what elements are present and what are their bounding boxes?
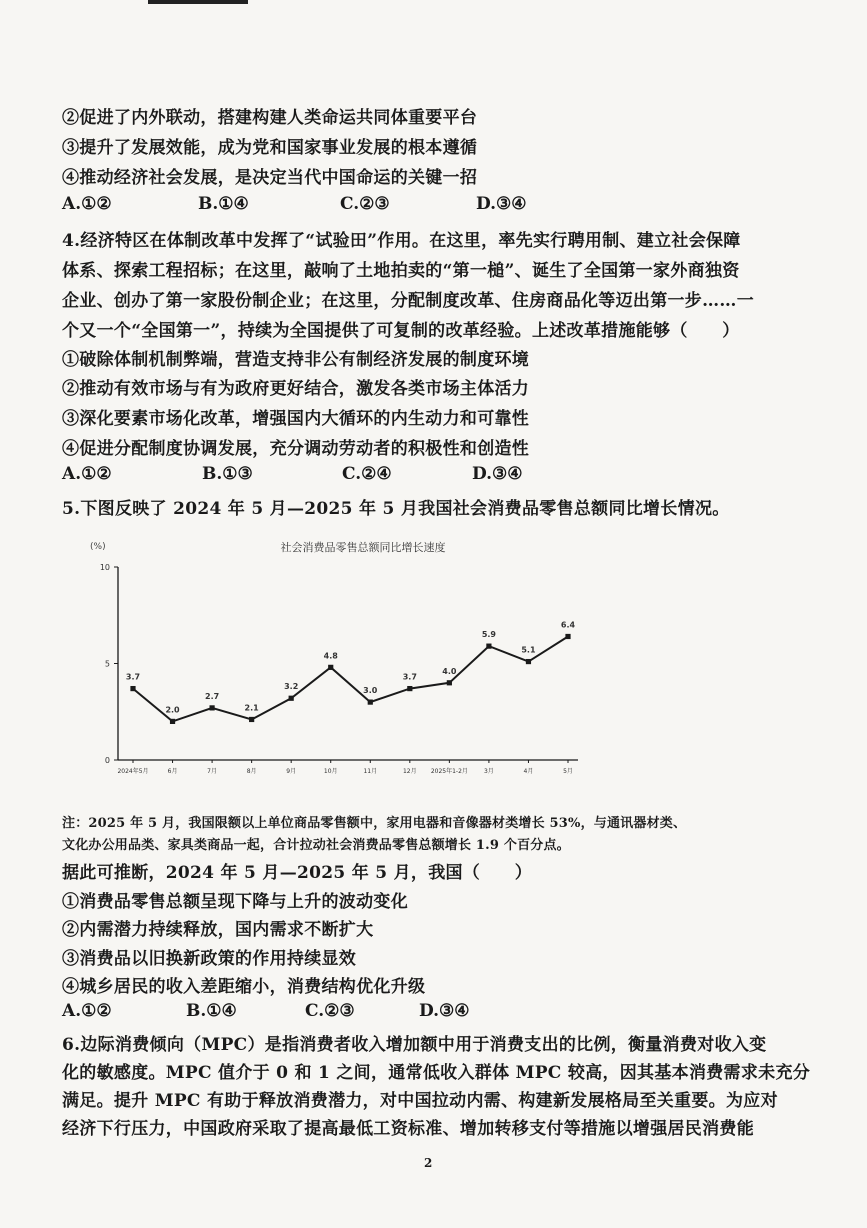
x-tick-label: 2025年1-2月 [430,768,468,775]
data-label: 2.1 [244,703,259,713]
data-point [130,686,135,691]
data-label: 6.4 [560,620,576,630]
q4-statement-3: ③深化要素市场化改革，增强国内大循环的内生动力和可靠性 [62,409,530,429]
data-point [447,680,452,685]
q5-option-b[interactable]: B.①④ [186,1001,237,1021]
data-label: 2.0 [165,705,180,715]
x-tick-label: 3月 [483,768,494,775]
x-tick-label: 9月 [286,768,297,775]
x-tick-label: 6月 [167,768,178,775]
statement-2: ②促进了内外联动，搭建构建人类命运共同体重要平台 [62,108,478,128]
statement-3: ③提升了发展效能，成为党和国家事业发展的根本遵循 [62,138,478,158]
x-tick-label: 10月 [323,768,338,775]
statement-4: ④推动经济社会发展，是决定当代中国命运的关键一招 [62,168,478,188]
y-tick-label: 10 [99,563,110,572]
data-label: 5.1 [521,645,536,655]
q3-option-b[interactable]: B.①④ [198,194,249,214]
data-point [486,644,491,649]
data-point [289,696,294,701]
q4-stem-line-4: 个又一个“全国第一”，持续为全国提供了可复制的改革经验。上述改革措施能够（ ） [62,321,740,341]
page-number: 2 [424,1156,433,1170]
q6-stem-line-3: 满足。提升 MPC 有助于释放消费潜力，对中国拉动内需、构建新发展格局至关重要。为应对 [62,1091,778,1111]
q4-option-b[interactable]: B.①③ [202,464,253,484]
q5-option-c[interactable]: C.②③ [305,1001,355,1021]
q6-stem-line-4: 经济下行压力，中国政府采取了提高最低工资标准、增加转移支付等措施以增强居民消费能 [62,1119,754,1139]
data-point [170,719,175,724]
data-label: 5.9 [481,630,496,640]
y-tick-label: 5 [104,659,110,669]
x-tick-label: 11月 [363,768,378,775]
q5-intro: 5.下图反映了 2024 年 5 月—2025 年 5 月我国社会消费品零售总额同比增长情况。 [62,499,730,519]
data-label: 4.8 [323,651,338,661]
q3-option-d[interactable]: D.③④ [476,194,527,214]
q4-statement-4: ④促进分配制度协调发展，充分调动劳动者的积极性和创造性 [62,439,530,459]
chart-axes [100,563,578,765]
q5-option-a[interactable]: A.①② [62,1001,112,1021]
x-tick-label: 5月 [563,768,573,775]
chart-x-tick-labels [117,767,572,775]
data-point [526,659,531,664]
x-tick-label: 4月 [523,768,534,775]
data-point [328,665,333,670]
data-label: 3.7 [402,672,417,682]
q4-stem-line-3: 企业、创办了第一家股份制企业；在这里，分配制度改革、住房商品化等迈出第一步……一 [62,291,754,311]
q5-stem: 据此可推断，2024 年 5 月—2025 年 5 月，我国（ ） [62,863,532,883]
q6-stem-line-2: 化的敏感度。MPC 值介于 0 和 1 之间，通常低收入群体 MPC 较高，因其基本消费需求未充分 [62,1063,811,1083]
x-tick-label: 2024年5月 [117,768,149,775]
data-point [407,686,412,691]
q6-stem-line-1: 6.边际消费倾向（MPC）是指消费者收入增加额中用于消费支出的比例，衡量消费对收入变 [62,1035,767,1055]
q4-option-c[interactable]: C.②④ [342,464,392,484]
data-label: 3.0 [363,686,378,696]
chart-note-line-2: 文化办公用品类、家具类商品一起，合计拉动社会消费品零售总额增长 1.9 个百分点。 [62,838,570,853]
x-tick-label: 7月 [207,768,218,775]
chart-unit-label: (%) [90,542,106,552]
q4-option-d[interactable]: D.③④ [472,464,523,484]
data-point [249,717,254,722]
chart-series [126,620,576,724]
q4-statement-1: ①破除体制机制弊端，营造支持非公有制经济发展的制度环境 [62,350,530,370]
x-tick-label: 8月 [246,768,257,775]
y-tick-label: 0 [104,756,110,765]
data-label: 3.2 [284,682,299,692]
q4-stem-line-2: 体系、探索工程招标；在这里，敲响了土地拍卖的“第一槌”、诞生了全国第一家外商独资 [62,261,740,281]
data-label: 4.0 [442,666,457,676]
q5-statement-4: ④城乡居民的收入差距缩小，消费结构优化升级 [62,977,426,997]
q4-statement-2: ②推动有效市场与有为政府更好结合，激发各类市场主体活力 [62,379,530,399]
retail-sales-growth-chart [78,535,598,785]
data-label: 3.7 [125,672,141,682]
q4-stem-line-1: 4.经济特区在体制改革中发挥了“试验田”作用。在这里，率先实行聘用制、建立社会保障 [62,231,741,251]
data-point [565,634,570,639]
q5-statement-1: ①消费品零售总额呈现下降与上升的波动变化 [62,892,408,912]
q3-option-c[interactable]: C.②③ [340,194,390,214]
data-point [209,705,214,710]
data-label: 2.7 [205,691,220,701]
data-point [368,700,373,705]
chart-title: 社会消费品零售总额同比增长速度 [280,541,446,554]
series-line [133,636,568,721]
q3-option-a[interactable]: A.①② [62,194,112,214]
q5-statement-3: ③消费品以旧换新政策的作用持续显效 [62,949,357,969]
x-tick-label: 12月 [402,768,417,775]
q5-option-d[interactable]: D.③④ [419,1001,470,1021]
q4-option-a[interactable]: A.①② [62,464,112,484]
q5-statement-2: ②内需潜力持续释放，国内需求不断扩大 [62,920,374,940]
chart-note-line-1: 注：2025 年 5 月，我国限额以上单位商品零售额中，家用电器和音像器材类增长 53%，与通讯器材类、 [62,816,687,831]
